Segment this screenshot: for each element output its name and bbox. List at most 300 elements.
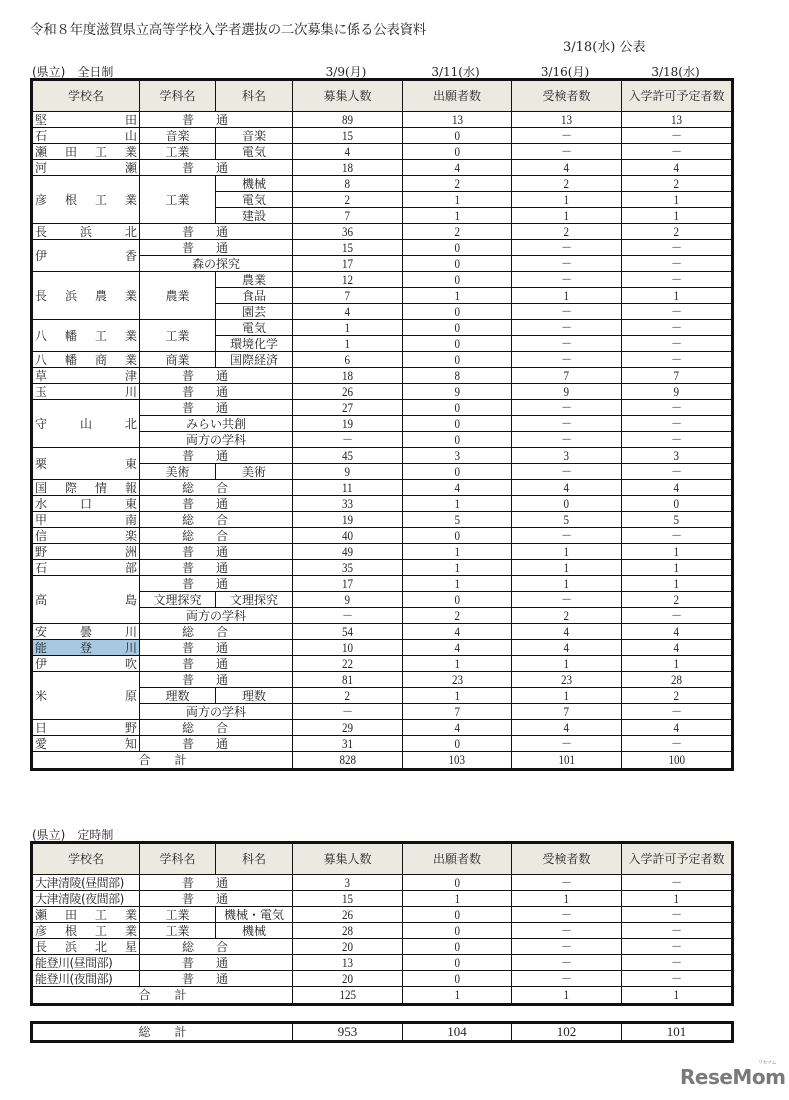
- capacity-value: 18: [293, 368, 403, 384]
- admitted-value: 2: [622, 688, 733, 704]
- applicants-value: 0: [403, 955, 512, 971]
- department-name: 理数: [140, 688, 216, 704]
- school-name: 草津: [32, 368, 140, 384]
- school-name: 大津清陵(夜間部): [32, 891, 140, 907]
- applicants-value: 2: [403, 608, 512, 624]
- department-name: 総合: [140, 512, 293, 528]
- total-applicants: 1: [403, 987, 512, 1005]
- applicants-value: 0: [403, 400, 512, 416]
- examinees-value: 5: [512, 512, 622, 528]
- school-name: 日野: [32, 720, 140, 736]
- department-name: 両方の学科: [140, 704, 293, 720]
- admitted-value: 2: [622, 224, 733, 240]
- department-name: 総合: [140, 624, 293, 640]
- examinees-value: 1: [512, 192, 622, 208]
- table-row: [32, 272, 733, 288]
- examinees-value: 2: [512, 608, 622, 624]
- grand-total-admitted: 101: [622, 1023, 733, 1042]
- table-row: [32, 736, 733, 752]
- applicants-value: 8: [403, 368, 512, 384]
- admitted-value: －: [622, 304, 733, 320]
- capacity-value: －: [293, 704, 403, 720]
- department-name: 普通: [140, 224, 293, 240]
- admitted-value: －: [622, 528, 733, 544]
- examinees-value: －: [512, 240, 622, 256]
- department-name: 普通: [140, 656, 293, 672]
- capacity-value: 36: [293, 224, 403, 240]
- table-row: [32, 320, 733, 336]
- admitted-value: 13: [622, 112, 733, 128]
- total-admitted: 100: [622, 752, 733, 770]
- applicants-value: 2: [403, 224, 512, 240]
- school-name: 栗東: [32, 448, 140, 480]
- table-row: [32, 448, 733, 464]
- capacity-value: 49: [293, 544, 403, 560]
- table-row: [32, 672, 733, 688]
- course-name: 理数: [216, 688, 293, 704]
- applicants-value: 9: [403, 384, 512, 400]
- table-row: [32, 560, 733, 576]
- capacity-value: 1: [293, 320, 403, 336]
- admitted-value: 4: [622, 480, 733, 496]
- examinees-value: 2: [512, 176, 622, 192]
- table-row: [32, 400, 733, 416]
- total-applicants: 103: [403, 752, 512, 770]
- capacity-value: 2: [293, 688, 403, 704]
- school-name: 水口東: [32, 496, 140, 512]
- table-row: [32, 240, 733, 256]
- school-name: 長浜北星: [32, 939, 140, 955]
- examinees-value: 1: [512, 656, 622, 672]
- examinees-value: －: [512, 736, 622, 752]
- total-capacity: 125: [293, 987, 403, 1005]
- department-name: 普通: [140, 560, 293, 576]
- department-name: 音楽: [140, 128, 216, 144]
- school-name: 長浜農業: [32, 272, 140, 320]
- admitted-value: －: [622, 240, 733, 256]
- table-row: [32, 224, 733, 240]
- admitted-value: －: [622, 464, 733, 480]
- examinees-value: 1: [512, 208, 622, 224]
- course-name: 電気: [216, 192, 293, 208]
- total-row: [32, 987, 733, 1005]
- admitted-value: 9: [622, 384, 733, 400]
- total-admitted: 1: [622, 987, 733, 1005]
- admitted-value: 1: [622, 560, 733, 576]
- applicants-value: 0: [403, 304, 512, 320]
- capacity-value: 11: [293, 480, 403, 496]
- table-row: [32, 576, 733, 592]
- capacity-value: －: [293, 608, 403, 624]
- capacity-value: 15: [293, 240, 403, 256]
- applicants-value: 0: [403, 464, 512, 480]
- total-examinees: 101: [512, 752, 622, 770]
- admitted-value: －: [622, 336, 733, 352]
- admitted-value: －: [622, 416, 733, 432]
- examinees-value: 23: [512, 672, 622, 688]
- examinees-value: 1: [512, 560, 622, 576]
- school-name: 瀬田工業: [32, 144, 140, 160]
- examinees-value: 4: [512, 640, 622, 656]
- examinees-value: 7: [512, 704, 622, 720]
- applicants-value: 0: [403, 240, 512, 256]
- grand-total-row: [32, 1023, 733, 1042]
- applicants-value: 1: [403, 192, 512, 208]
- examinees-value: －: [512, 971, 622, 987]
- school-name: 能登川(夜間部): [32, 971, 140, 987]
- date-capacity: 3/9(月): [325, 65, 367, 79]
- admitted-value: －: [622, 256, 733, 272]
- school-name: 玉川: [32, 384, 140, 400]
- examinees-value: 4: [512, 720, 622, 736]
- total-examinees: 1: [512, 987, 622, 1005]
- school-name: 堅田: [32, 112, 140, 128]
- applicants-value: 4: [403, 160, 512, 176]
- total-label: 合 計: [32, 987, 293, 1005]
- applicants-value: 1: [403, 496, 512, 512]
- school-name: 八幡商業: [32, 352, 140, 368]
- admitted-value: 4: [622, 640, 733, 656]
- table-row: [32, 907, 733, 923]
- date-examinees: 3/16(月): [540, 65, 590, 79]
- examinees-value: －: [512, 336, 622, 352]
- total-label: 合 計: [32, 752, 293, 770]
- department-name: 普通: [140, 955, 293, 971]
- course-name: 音楽: [216, 128, 293, 144]
- examinees-value: －: [512, 320, 622, 336]
- table-row: [32, 160, 733, 176]
- school-name: 甲南: [32, 512, 140, 528]
- capacity-value: 22: [293, 656, 403, 672]
- table-row: [32, 720, 733, 736]
- examinees-value: 7: [512, 368, 622, 384]
- applicants-value: 0: [403, 592, 512, 608]
- examinees-value: －: [512, 592, 622, 608]
- admitted-value: －: [622, 736, 733, 752]
- col-school: 学校名: [32, 843, 140, 875]
- table-header-row: [32, 80, 733, 112]
- school-name: 河瀬: [32, 160, 140, 176]
- school-name: 安曇川: [32, 624, 140, 640]
- department-name: 総合: [140, 480, 293, 496]
- applicants-value: 0: [403, 971, 512, 987]
- col-school: 学校名: [32, 80, 140, 112]
- course-name: 電気: [216, 144, 293, 160]
- department-name: 普通: [140, 112, 293, 128]
- table-row: [32, 875, 733, 891]
- department-name: 工業: [140, 144, 216, 160]
- grand-total-examinees: 102: [512, 1023, 622, 1042]
- applicants-value: 0: [403, 272, 512, 288]
- date-admitted: 3/18(水): [651, 65, 700, 79]
- col-capacity: 募集人数: [293, 80, 403, 112]
- examinees-value: 13: [512, 112, 622, 128]
- col-capacity: 募集人数: [293, 843, 403, 875]
- course-name: 機械: [216, 923, 293, 939]
- applicants-value: 0: [403, 875, 512, 891]
- table-row: [32, 955, 733, 971]
- capacity-value: 19: [293, 416, 403, 432]
- table-row: [32, 112, 733, 128]
- examinees-value: 0: [512, 496, 622, 512]
- admitted-value: 1: [622, 288, 733, 304]
- grand-total-label: 総 計: [32, 1023, 293, 1042]
- col-admitted: 入学許可予定者数: [622, 843, 733, 875]
- parttime-section-label: (県立) 定時制: [32, 828, 114, 842]
- department-name: 美術: [140, 464, 216, 480]
- applicants-value: 0: [403, 128, 512, 144]
- examinees-value: 9: [512, 384, 622, 400]
- applicants-value: 23: [403, 672, 512, 688]
- department-name: 普通: [140, 971, 293, 987]
- table-row: [32, 544, 733, 560]
- table-row: [32, 384, 733, 400]
- school-name: 石山: [32, 128, 140, 144]
- admitted-value: －: [622, 128, 733, 144]
- admitted-value: －: [622, 320, 733, 336]
- admitted-value: －: [622, 939, 733, 955]
- department-name: 普通: [140, 160, 293, 176]
- table-row: [32, 368, 733, 384]
- department-name: 農業: [140, 272, 216, 320]
- school-name: 彦根工業: [32, 176, 140, 224]
- capacity-value: 2: [293, 192, 403, 208]
- department-name: 総合: [140, 939, 293, 955]
- applicants-value: 5: [403, 512, 512, 528]
- capacity-value: 28: [293, 923, 403, 939]
- applicants-value: 4: [403, 640, 512, 656]
- examinees-value: 3: [512, 448, 622, 464]
- course-name: 文理探究: [216, 592, 293, 608]
- col-applicants: 出願者数: [403, 843, 512, 875]
- col-course: 科名: [216, 80, 293, 112]
- department-name: 普通: [140, 544, 293, 560]
- examinees-value: 1: [512, 891, 622, 907]
- applicants-value: 4: [403, 480, 512, 496]
- school-name: 瀬田工業: [32, 907, 140, 923]
- admitted-value: 1: [622, 891, 733, 907]
- department-name: 普通: [140, 891, 293, 907]
- capacity-value: 9: [293, 464, 403, 480]
- course-name: 電気: [216, 320, 293, 336]
- applicants-value: 0: [403, 256, 512, 272]
- table-row: [32, 176, 733, 192]
- department-name: 普通: [140, 496, 293, 512]
- capacity-value: 4: [293, 304, 403, 320]
- school-name: 能登川: [32, 640, 140, 656]
- capacity-value: 1: [293, 336, 403, 352]
- table-row: [32, 496, 733, 512]
- admitted-value: 4: [622, 624, 733, 640]
- grand-total-table: [30, 1021, 734, 1043]
- capacity-value: 54: [293, 624, 403, 640]
- department-name: 普通: [140, 448, 293, 464]
- applicants-value: 4: [403, 720, 512, 736]
- examinees-value: －: [512, 528, 622, 544]
- table-row: [32, 656, 733, 672]
- admitted-value: －: [622, 144, 733, 160]
- applicants-value: 0: [403, 416, 512, 432]
- applicants-value: 1: [403, 288, 512, 304]
- school-name: 米原: [32, 672, 140, 720]
- department-name: 普通: [140, 368, 293, 384]
- examinees-value: 2: [512, 224, 622, 240]
- examinees-value: －: [512, 352, 622, 368]
- admitted-value: －: [622, 923, 733, 939]
- admitted-value: 7: [622, 368, 733, 384]
- table-header-row: [32, 843, 733, 875]
- capacity-value: 33: [293, 496, 403, 512]
- applicants-value: 2: [403, 176, 512, 192]
- department-name: 普通: [140, 240, 293, 256]
- capacity-value: 20: [293, 939, 403, 955]
- capacity-value: 45: [293, 448, 403, 464]
- capacity-value: 26: [293, 907, 403, 923]
- department-name: 両方の学科: [140, 432, 293, 448]
- admitted-value: 1: [622, 208, 733, 224]
- examinees-value: －: [512, 256, 622, 272]
- admitted-value: 5: [622, 512, 733, 528]
- parttime-table: [30, 841, 734, 1006]
- examinees-value: －: [512, 416, 622, 432]
- capacity-value: 35: [293, 560, 403, 576]
- fulltime-section-label: (県立) 全日制: [32, 65, 114, 79]
- admitted-value: 3: [622, 448, 733, 464]
- table-row: [32, 144, 733, 160]
- school-name: 愛知: [32, 736, 140, 752]
- admitted-value: 1: [622, 544, 733, 560]
- table-row: [32, 528, 733, 544]
- table-row: [32, 640, 733, 656]
- published-date: 3/18(水) 公表: [563, 40, 646, 55]
- table-row: [32, 128, 733, 144]
- resemom-logo: ReseMom リセマム: [680, 1060, 786, 1089]
- admitted-value: 1: [622, 576, 733, 592]
- capacity-value: 20: [293, 971, 403, 987]
- capacity-value: 27: [293, 400, 403, 416]
- school-name: 野洲: [32, 544, 140, 560]
- capacity-value: 17: [293, 576, 403, 592]
- admitted-value: 0: [622, 496, 733, 512]
- applicants-value: 1: [403, 544, 512, 560]
- capacity-value: 4: [293, 144, 403, 160]
- capacity-value: 18: [293, 160, 403, 176]
- department-name: 普通: [140, 736, 293, 752]
- admitted-value: 4: [622, 720, 733, 736]
- capacity-value: 40: [293, 528, 403, 544]
- admitted-value: －: [622, 608, 733, 624]
- col-examinees: 受検者数: [512, 843, 622, 875]
- grand-total-applicants: 104: [403, 1023, 512, 1042]
- examinees-value: 1: [512, 688, 622, 704]
- admitted-value: －: [622, 400, 733, 416]
- school-name: 長浜北: [32, 224, 140, 240]
- admitted-value: 2: [622, 176, 733, 192]
- capacity-value: 81: [293, 672, 403, 688]
- capacity-value: 17: [293, 256, 403, 272]
- applicants-value: 1: [403, 576, 512, 592]
- date-applicants: 3/11(水): [431, 65, 480, 79]
- examinees-value: －: [512, 907, 622, 923]
- capacity-value: 15: [293, 891, 403, 907]
- department-name: 普通: [140, 875, 293, 891]
- capacity-value: 7: [293, 288, 403, 304]
- table-row: [32, 891, 733, 907]
- department-name: 商業: [140, 352, 216, 368]
- col-department: 学科名: [140, 843, 216, 875]
- applicants-value: 0: [403, 144, 512, 160]
- capacity-value: 9: [293, 592, 403, 608]
- capacity-value: 7: [293, 208, 403, 224]
- department-name: 工業: [140, 907, 216, 923]
- capacity-value: 26: [293, 384, 403, 400]
- capacity-value: 29: [293, 720, 403, 736]
- admitted-value: －: [622, 352, 733, 368]
- course-name: 機械: [216, 176, 293, 192]
- department-name: 普通: [140, 576, 293, 592]
- applicants-value: 3: [403, 448, 512, 464]
- admitted-value: －: [622, 875, 733, 891]
- capacity-value: 8: [293, 176, 403, 192]
- col-course: 科名: [216, 843, 293, 875]
- examinees-value: －: [512, 875, 622, 891]
- admitted-value: －: [622, 704, 733, 720]
- capacity-value: －: [293, 432, 403, 448]
- school-name: 信楽: [32, 528, 140, 544]
- admitted-value: －: [622, 971, 733, 987]
- school-name: 伊香: [32, 240, 140, 272]
- table-row: [32, 923, 733, 939]
- col-examinees: 受検者数: [512, 80, 622, 112]
- school-name: 石部: [32, 560, 140, 576]
- school-name: 高島: [32, 576, 140, 624]
- capacity-value: 13: [293, 955, 403, 971]
- applicants-value: 0: [403, 432, 512, 448]
- department-name: 両方の学科: [140, 608, 293, 624]
- applicants-value: 13: [403, 112, 512, 128]
- department-name: 文理探究: [140, 592, 216, 608]
- capacity-value: 12: [293, 272, 403, 288]
- examinees-value: 4: [512, 160, 622, 176]
- applicants-value: 1: [403, 208, 512, 224]
- school-name: 守山北: [32, 400, 140, 448]
- total-capacity: 828: [293, 752, 403, 770]
- applicants-value: 1: [403, 688, 512, 704]
- applicants-value: 0: [403, 336, 512, 352]
- examinees-value: －: [512, 432, 622, 448]
- department-name: 総合: [140, 528, 293, 544]
- department-name: 普通: [140, 672, 293, 688]
- examinees-value: －: [512, 923, 622, 939]
- applicants-value: 0: [403, 352, 512, 368]
- department-name: 普通: [140, 640, 293, 656]
- table-row: [32, 512, 733, 528]
- applicants-value: 7: [403, 704, 512, 720]
- table-row: [32, 624, 733, 640]
- examinees-value: －: [512, 939, 622, 955]
- department-name: みらい共創: [140, 416, 293, 432]
- admitted-value: －: [622, 955, 733, 971]
- applicants-value: 1: [403, 891, 512, 907]
- examinees-value: 1: [512, 288, 622, 304]
- admitted-value: 1: [622, 656, 733, 672]
- capacity-value: 15: [293, 128, 403, 144]
- capacity-value: 6: [293, 352, 403, 368]
- department-name: 森の探究: [140, 256, 293, 272]
- applicants-value: 1: [403, 656, 512, 672]
- document-title: 令和８年度滋賀県立高等学校入学者選抜の二次募集に係る公表資料: [30, 22, 426, 38]
- course-name: 園芸: [216, 304, 293, 320]
